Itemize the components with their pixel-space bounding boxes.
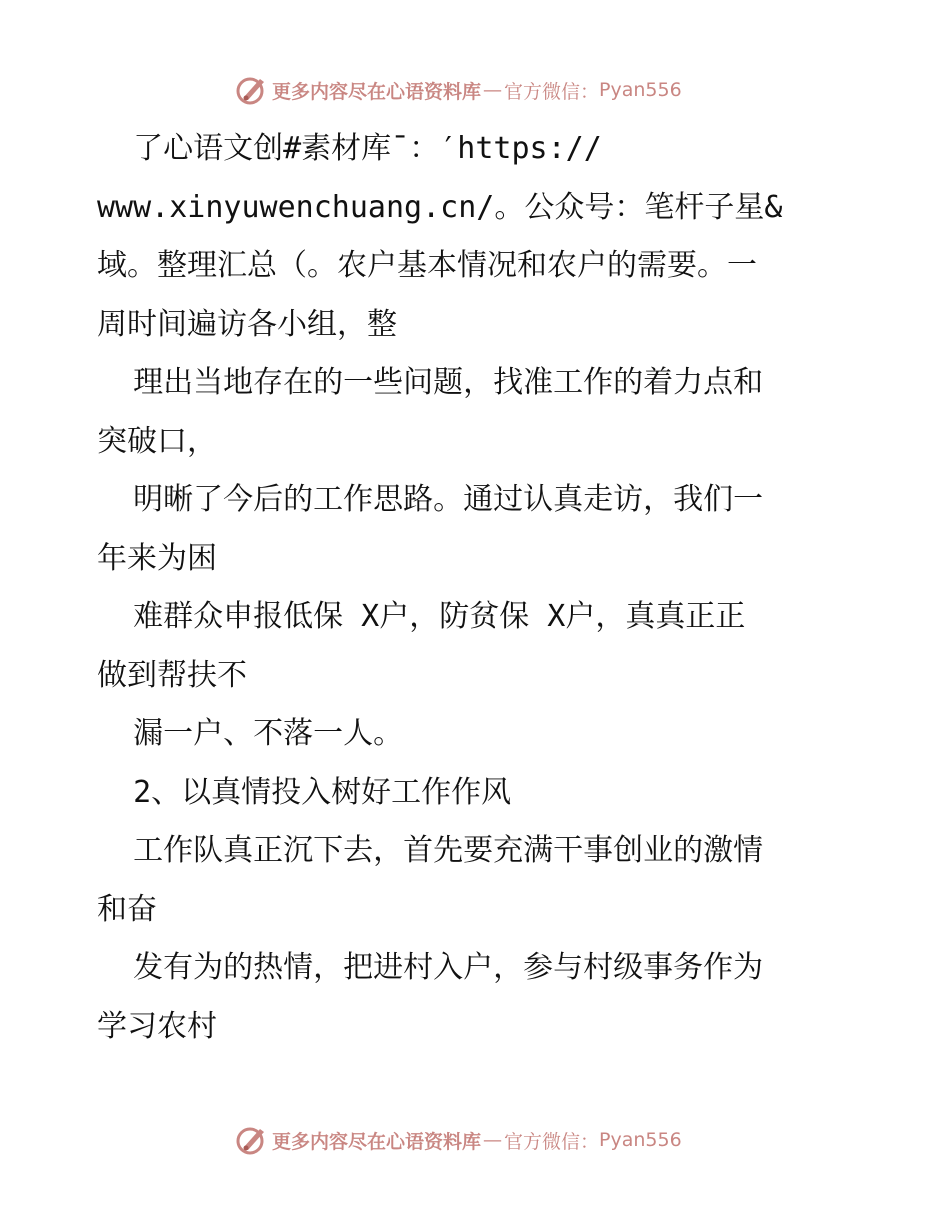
text-line: www.xinyuwenchuang.cn/。公众号：笔杆子星& [97, 189, 783, 225]
footer-wechat-id: Pyan556 [599, 1129, 682, 1151]
footer-dash: — [483, 1129, 503, 1151]
footer-wechat-label: 官方微信： [504, 1130, 600, 1153]
header-banner [234, 72, 682, 108]
text-line: 做到帮扶不 [97, 657, 247, 693]
brush-logo-icon [234, 73, 268, 107]
text-line: 了心语文创#素材库¯：′https:// [97, 131, 602, 166]
section-heading: 2、以真情投入树好工作作风 [97, 774, 512, 810]
text-line: 突破口， [97, 423, 217, 459]
header-dash: — [483, 79, 503, 101]
footer-banner [234, 1122, 682, 1158]
header-wechat-label: 官方微信： [504, 80, 600, 103]
text-line: 学习农村 [97, 1008, 217, 1044]
text-line: 工作队真正沉下去，首先要充满干事创业的激情 [97, 833, 764, 868]
text-line: 年来为困 [97, 540, 217, 576]
brush-logo-icon [234, 1123, 268, 1157]
text-line: 发有为的热情，把进村入户，参与村级事务作为 [97, 950, 764, 985]
text-line: 漏一户、不落一人。 [97, 716, 404, 751]
text-line: 明晰了今后的工作思路。通过认真走访，我们一 [97, 482, 764, 517]
header-wechat-id: Pyan556 [599, 79, 682, 101]
text-line: 难群众申报低保 X户，防贫保 X户，真真正正 [97, 599, 746, 634]
text-line: 理出当地存在的一些问题，找准工作的着力点和 [97, 365, 764, 400]
text-line: 周时间遍访各小组，整 [97, 306, 397, 342]
footer-promo-text: 更多内容尽在心语资料库 [272, 1130, 482, 1153]
text-line: 和奋 [97, 891, 157, 927]
text-line: 域。整理汇总（。农户基本情况和农户的需要。一 [97, 248, 757, 283]
header-promo-text: 更多内容尽在心语资料库 [272, 80, 482, 103]
document-body [97, 120, 857, 1056]
